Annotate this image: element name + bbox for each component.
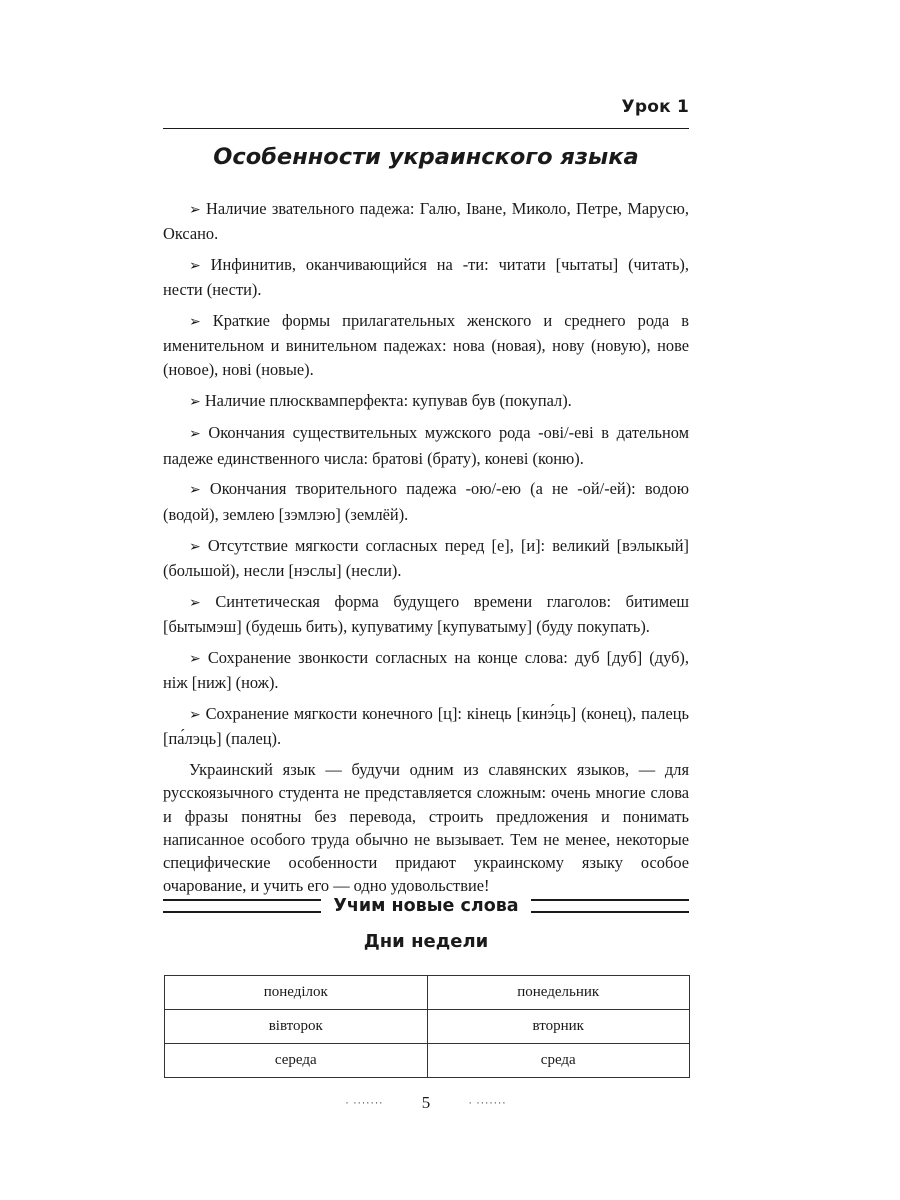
feature-text: Окончания существительных мужского рода -ові/-еві в дательном падеже единственного числа: братові (брату), коневі (коню).: [163, 423, 689, 468]
footer-dots-right: · ·······: [468, 1098, 507, 1110]
feature-text: Краткие формы прилагательных женского и среднего рода в именительном и винительном падежах: нова (новая), нову (новую), нове (новое), нові (новые).: [163, 311, 689, 379]
double-rule-right: [531, 899, 689, 913]
feature-item: [163, 309, 689, 381]
feature-text: Синтетическая форма будущего времени глаголов: битимеш [бытымэш] (будешь бить), купуватиму [купуватыму] (буду покупать).: [163, 591, 689, 636]
table-row: [165, 1010, 690, 1044]
double-rule-left: [163, 899, 321, 913]
feature-text: Наличие звательного падежа: Галю, Іване, Миколо, Петре, Марусю, Оксано.: [163, 199, 689, 244]
ukrainian-word: вівторок: [165, 1010, 428, 1044]
table-row: [165, 976, 690, 1010]
feature-item: [163, 253, 689, 302]
feature-text: Сохранение звонкости согласных на конце слова: дуб [дуб] (дуб), ніж [ниж] (нож).: [163, 647, 689, 693]
feature-item: [163, 477, 689, 526]
page-title: Особенности украинского языка: [213, 144, 639, 170]
section-title: Учим новые слова: [333, 896, 519, 916]
arrow-bullet-icon: ➢: [189, 706, 201, 723]
feature-item: [163, 702, 689, 751]
feature-text: Окончания творительного падежа -ою/-ею (а не -ой/-ей): водою (водой), землею [зэмлэю] (землёй).: [163, 479, 689, 524]
ukrainian-word: середа: [165, 1044, 428, 1078]
section-header: [163, 893, 689, 919]
feature-item: [163, 197, 689, 246]
arrow-bullet-icon: ➢: [189, 594, 201, 611]
ukrainian-word: понеділок: [165, 976, 428, 1010]
page-number: 5: [421, 1093, 431, 1112]
summary-paragraph: Украинский язык — будучи одним из славянских языков, — для русскоязычного студента не представляется сложным: очень многие слова и фразы понятны без перевода, строить предложения и понимать написанное особого труда обычно не вызывает. Тем не менее, некоторые специфические особенности придают украинскому языку особое очарование, и учить его — одно удовольствие!: [163, 759, 689, 896]
lesson-running-head: Урок 1: [621, 97, 689, 117]
feature-item: [163, 421, 689, 470]
features-list: [163, 197, 689, 905]
footer-dots-left: · ·······: [345, 1098, 384, 1110]
arrow-bullet-icon: ➢: [189, 482, 201, 499]
page-footer: [163, 1093, 689, 1113]
feature-text: Инфинитив, оканчивающийся на -ти: читати [чытаты] (читать), нести (нести).: [163, 255, 689, 300]
table-row: [165, 1044, 690, 1078]
section-subtitle: Дни недели: [363, 931, 489, 952]
header-rule: [163, 128, 689, 129]
arrow-bullet-icon: ➢: [189, 393, 201, 410]
feature-item: [163, 590, 689, 639]
feature-text: Отсутствие мягкости согласных перед [е], [и]: великий [вэлыкый] (большой), несли [нэслы] (несли).: [163, 535, 689, 580]
russian-translation: среда: [427, 1044, 690, 1078]
arrow-bullet-icon: ➢: [189, 258, 201, 275]
arrow-bullet-icon: ➢: [189, 314, 201, 331]
feature-item: [163, 389, 689, 414]
feature-item: [163, 646, 689, 695]
feature-item: [163, 534, 689, 583]
russian-translation: понедельник: [427, 976, 690, 1010]
feature-text: Наличие плюсквамперфекта: купував був (покупал).: [204, 390, 572, 410]
russian-translation: вторник: [427, 1010, 690, 1044]
arrow-bullet-icon: ➢: [189, 650, 201, 667]
arrow-bullet-icon: ➢: [189, 538, 201, 555]
feature-text: Сохранение мягкости конечного [ц]: кінець [кинэ́ць] (конец), палець [па́лэць] (палец).: [163, 703, 689, 749]
arrow-bullet-icon: ➢: [189, 202, 201, 218]
arrow-bullet-icon: ➢: [189, 426, 201, 443]
vocabulary-table: [164, 975, 690, 1078]
